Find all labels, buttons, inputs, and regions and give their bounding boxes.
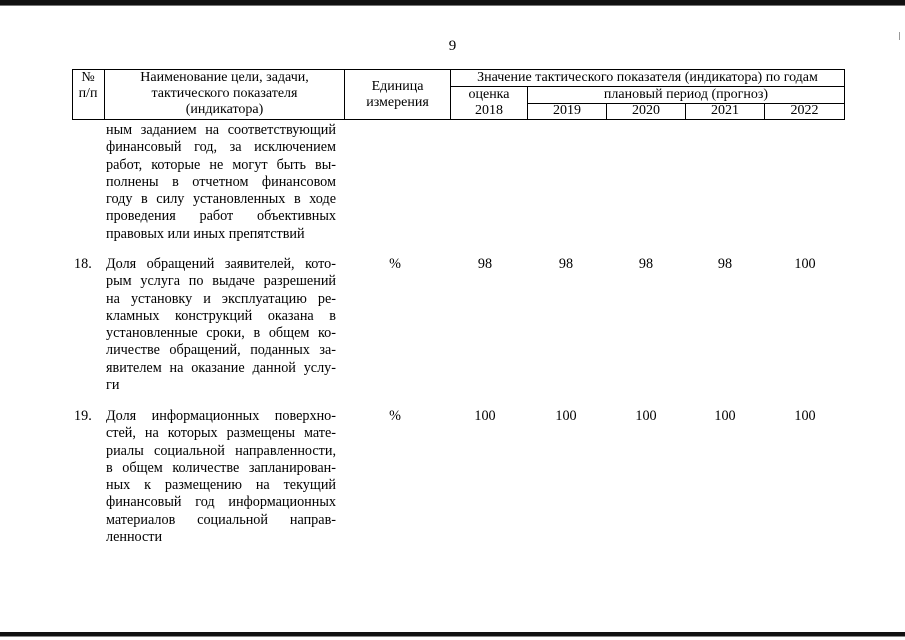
row-value-2022: 100: [794, 408, 816, 424]
header-name-line: (индикатора): [185, 102, 264, 117]
header-right-border: [844, 69, 845, 120]
row-value-2019: 100: [555, 408, 577, 424]
row-number: 18.: [74, 256, 92, 272]
text-line: полнены в отчетном финансовом: [106, 173, 336, 190]
row-value-2019: 98: [558, 256, 574, 272]
header-year: 2020: [632, 103, 660, 118]
row-value-2022: 100: [794, 256, 816, 272]
row-description: [106, 256, 336, 394]
row-number: 19.: [74, 408, 92, 424]
header-year: 2021: [711, 103, 739, 118]
row-value-2018: 98: [477, 256, 493, 272]
text-line: рым услуга по выдаче разрешений: [106, 273, 336, 290]
row-value-2021: 98: [717, 256, 733, 272]
scan-bottom-edge-shadow: [0, 636, 905, 637]
text-line: ных к размещению на текущий: [106, 477, 336, 494]
text-line: правовых или иных препятствий: [106, 225, 305, 242]
header-value-title: Значение тактического показателя (индикатора) по годам: [477, 70, 818, 85]
text-line: стей, на которых размещены мате-: [106, 425, 336, 442]
text-line: установленные сроки, в общем ко-: [106, 325, 336, 342]
header-planned: плановый период (прогноз): [603, 87, 769, 102]
row-unit: %: [389, 256, 401, 272]
row-value-2020: 100: [635, 408, 657, 424]
text-line: проведения работ объективных: [106, 208, 336, 225]
text-line: кламных конструкций оказана в: [106, 307, 336, 324]
text-line: финансовый год информационных: [106, 494, 336, 511]
header-estimate: оценка: [468, 87, 510, 102]
row-unit: %: [389, 408, 401, 424]
text-line: на установку и эксплуатацию ре-: [106, 290, 336, 307]
header-num-sub: п/п: [78, 86, 98, 101]
text-line: Доля обращений заявителей, кото-: [106, 256, 336, 272]
row-value-2018: 100: [474, 408, 496, 424]
header-year: 2018: [475, 103, 503, 118]
text-line: явителем на оказание данной услу-: [106, 359, 336, 376]
header-name-line: тактического показателя: [151, 86, 298, 101]
header-bottom-border: [72, 119, 845, 120]
text-line: ным заданием на соответствующий: [106, 122, 336, 138]
text-line: ленности: [106, 529, 163, 546]
text-line: году в силу установленных в ходе: [106, 191, 336, 208]
text-line: в общем количестве запланирован-: [106, 459, 336, 476]
row-value-2021: 100: [714, 408, 736, 424]
text-line: Доля информационных поверхно-: [106, 408, 336, 424]
text-line: финансовый год, за исключением: [106, 139, 336, 156]
text-line: риалы социальной направленности,: [106, 442, 336, 459]
text-line: работ, которые не могут быть вы-: [106, 156, 336, 173]
text-line: материалов социальной направ-: [106, 511, 336, 528]
text-line: ги: [106, 377, 120, 394]
header-year: 2019: [553, 103, 581, 118]
continuation-text: [106, 122, 336, 243]
header-num: №: [81, 70, 95, 85]
header-unit-line: Единица: [371, 79, 424, 94]
row-description: [106, 408, 336, 546]
header-name-line: Наименование цели, задачи,: [140, 70, 309, 85]
text-line: личестве обращений, поданных за-: [106, 342, 336, 359]
row-value-2020: 98: [638, 256, 654, 272]
scan-top-edge-shadow: [0, 5, 905, 6]
header-year: 2022: [790, 103, 819, 118]
header-unit-line: измерения: [366, 95, 429, 110]
page-number: 9: [448, 38, 457, 54]
